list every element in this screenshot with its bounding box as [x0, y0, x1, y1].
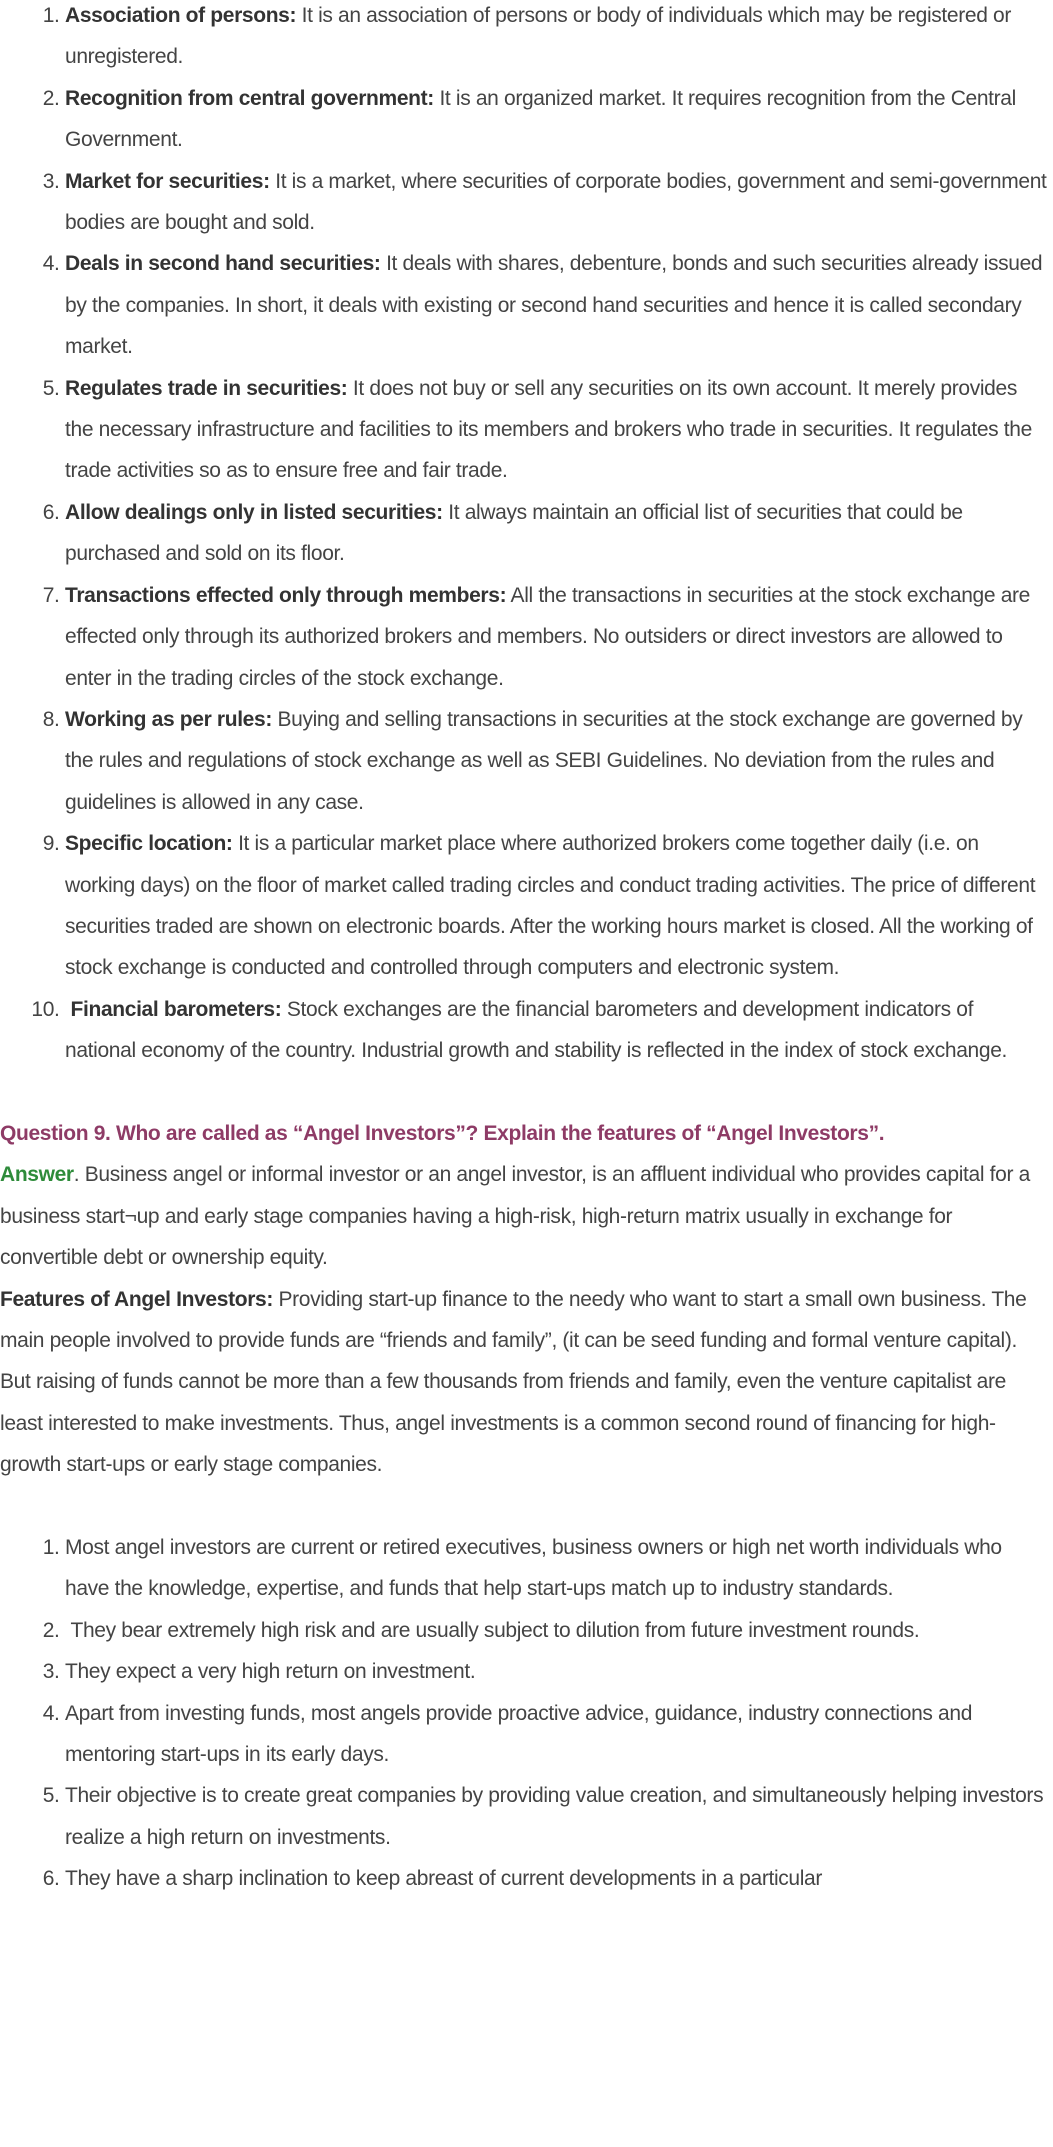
- list-item: [65, 78, 1049, 161]
- item-term: Working as per rules:: [65, 707, 272, 731]
- angel-investor-features-list: [0, 1527, 1049, 1900]
- item-text: All the transactions in securities at the stock exchange are effected only through its authorized brokers and members. No outsiders or direct investors are allowed to enter in the trading circles of the stock exchange.: [65, 583, 1030, 690]
- list-item: [65, 243, 1049, 367]
- item-text: Buying and selling transactions in securities at the stock exchange are governed by the rules and regulations of stock exchange as well as SEBI Guidelines. No deviation from the rules and guidelines is allowed in any case.: [65, 707, 1023, 814]
- item-text: It is an association of persons or body of individuals which may be registered or unregistered.: [65, 4, 1012, 69]
- item-term: Association of persons:: [65, 4, 297, 27]
- item-text: It does not buy or sell any securities on its own account. It merely provides the necessary infrastructure and facilities to its members and brokers who trade in securities. It regulates the trade activities so as to ensure free and fair trade.: [65, 376, 1032, 483]
- item-term: Transactions effected only through members:: [65, 583, 507, 607]
- list-item: [65, 368, 1049, 492]
- list-item: 5. Their objective is to create great companies by providing value creation, and simultaneously helping investors realize a high return on investments.: [65, 1775, 1049, 1858]
- question-heading: Question 9. Who are called as “Angel Investors”? Explain the features of “Angel Investors”.: [0, 1121, 885, 1145]
- item-term: Regulates trade in securities:: [65, 376, 348, 400]
- features-label: Features of Angel Investors:: [0, 1287, 273, 1311]
- list-item: [65, 699, 1049, 823]
- stock-exchange-features-list: [0, 0, 1049, 1072]
- features-text: Providing start-up finance to the needy who want to start a small own business. The main people involved to provide funds are “friends and family”, (it can be seed funding and formal venture capital). But raising of funds cannot be more than a few thousands from friends and family, even the venture capitalist are least interested to make investments. Thus, angel investments is a common second round of financing for high-growth start-ups or early stage companies.: [0, 1287, 1027, 1477]
- answer-label: Answer: [0, 1163, 74, 1187]
- list-item: 2. They bear extremely high risk and are usually subject to dilution from future investment rounds.: [65, 1610, 1049, 1651]
- list-item: [65, 989, 1049, 1072]
- answer-paragraph: [0, 1154, 1049, 1278]
- item-term: Allow dealings only in listed securities:: [65, 500, 443, 524]
- list-item: 4. Apart from investing funds, most angels provide proactive advice, guidance, industry connections and mentoring start-ups in its early days.: [65, 1693, 1049, 1776]
- item-text: Stock exchanges are the financial barometers and development indicators of national economy of the country. Industrial growth and stability is reflected in the index of stock exchange.: [65, 997, 1008, 1063]
- list-item: [65, 161, 1049, 244]
- item-term: Deals in second hand securities:: [65, 252, 381, 276]
- item-text: It deals with shares, debenture, bonds and such securities already issued by the companies. In short, it deals with existing or second hand securities and hence it is called secondary market.: [65, 252, 1043, 359]
- list-item: [65, 575, 1049, 699]
- list-item: [65, 823, 1049, 989]
- item-text: It always maintain an official list of securities that could be purchased and sold on its floor.: [65, 500, 963, 566]
- list-item: [65, 492, 1049, 575]
- item-term: Specific location:: [65, 832, 233, 856]
- list-item: 1. Most angel investors are current or retired executives, business owners or high net worth individuals who have the knowledge, expertise, and funds that help start-ups match up to industry standards.: [65, 1527, 1049, 1610]
- item-term: Financial barometers:: [70, 997, 282, 1021]
- list-item: 3. They expect a very high return on investment.: [65, 1651, 1049, 1692]
- item-text: It is a market, where securities of corporate bodies, government and semi-government bodies are bought and sold.: [65, 169, 1047, 235]
- spacer: [0, 1072, 1049, 1113]
- features-paragraph: [0, 1279, 1049, 1486]
- list-item: 6. They have a sharp inclination to keep abreast of current developments in a particular: [65, 1858, 1049, 1899]
- item-term: Recognition from central government:: [65, 86, 434, 110]
- answer-text: . Business angel or informal investor or an angel investor, is an affluent individual who provides capital for a business start¬up and early stage companies having a high-risk, high-return matrix usually in exchange for convertible debt or ownership equity.: [0, 1163, 1030, 1270]
- spacer: [0, 1486, 1049, 1527]
- item-term: Market for securities:: [65, 169, 270, 193]
- item-text: It is a particular market place where authorized brokers come together daily (i.e. on working days) on the floor of market called trading circles and conduct trading activities. The price of different securities traded are shown on electronic boards. After the working hours market is closed. All the working of stock exchange is conducted and controlled through computers and electronic system.: [65, 832, 1036, 980]
- item-text: It is an organized market. It requires recognition from the Central Government.: [65, 86, 1016, 152]
- list-item: [65, 0, 1049, 78]
